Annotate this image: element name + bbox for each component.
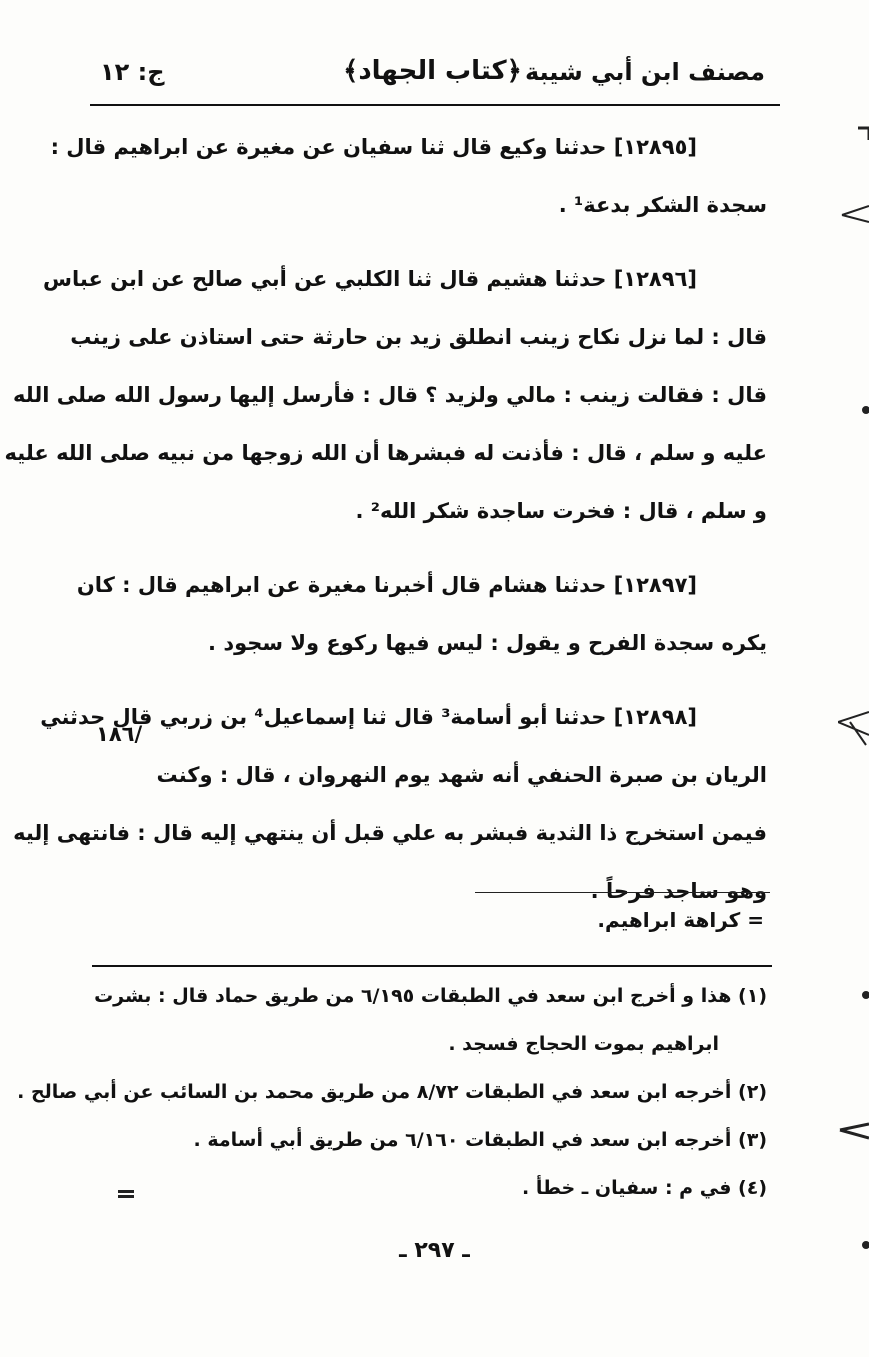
text-line: قال : فقالت زينب : مالي ولزيد ؟ قال : فأرسل إليها رسول الله صلى الله — [13, 383, 767, 407]
margin-mark — [840, 1124, 869, 1138]
text-line: سجدة الشكر بدعة¹ . — [558, 193, 767, 217]
footnote-2 — [17, 1068, 767, 1116]
chapter-title: ﴿كتاب الجهاد﴾ — [343, 56, 522, 86]
footnote-marker: (٢) — [738, 1081, 767, 1103]
footnote-1-continuation — [95, 1020, 767, 1068]
text-line: [١٢٨٩٨] حدثنا أبو أسامة³ قال ثنا إسماعيل⁴ بن زربي قال حدثني — [40, 705, 697, 729]
text-line: عليه و سلم ، قال : فأذنت له فبشرها أن الله زوجها من نبيه صلى الله عليه — [4, 441, 767, 465]
text-line: و سلم ، قال : فخرت ساجدة شكر الله² . — [355, 499, 767, 523]
hadith-12898 — [13, 688, 767, 920]
margin-mark — [862, 1241, 869, 1249]
footnote-text: أخرجه ابن سعد في الطبقات ٨/٧٢ من طريق محمد بن السائب عن أبي صالح . — [17, 1081, 732, 1103]
main-text — [4, 118, 767, 920]
scan-mark — [118, 1190, 134, 1193]
footnote-text: أخرجه ابن سعد في الطبقات ٦/١٦٠ من طريق أبي أسامة . — [193, 1129, 732, 1151]
margin-mark — [862, 991, 869, 999]
footnote-marker: (١) — [738, 985, 767, 1007]
footnote-text: في م : سفيان ـ خطأ . — [522, 1177, 732, 1199]
hadith-12896 — [4, 250, 767, 540]
text-line: فيمن استخرج ذا الثدية فبشر به علي قبل أن ينتهي إليه قال : فانتهى إليه — [13, 821, 767, 845]
margin-mark — [858, 128, 869, 140]
running-header — [100, 52, 765, 96]
text-line: الريان بن صبرة الحنفي أنه شهد يوم النهروان ، قال : وكنت — [156, 763, 767, 787]
scan-mark — [118, 1195, 134, 1198]
margin-scan-marks — [838, 0, 869, 1357]
margin-mark — [842, 206, 869, 222]
footnote-marker: (٣) — [738, 1129, 767, 1151]
footnotes — [17, 972, 767, 1212]
hadith-12897 — [76, 556, 767, 672]
volume-number: ج: ١٢ — [100, 58, 165, 86]
footnote-1 — [95, 972, 767, 1020]
manuscript-folio-ref: ١٨٦/ — [96, 722, 143, 746]
text-line: [١٢٨٩٦] حدثنا هشيم قال ثنا الكلبي عن أبي صالح عن ابن عباس — [43, 267, 697, 291]
footnote-3 — [95, 1116, 767, 1164]
text-line: [١٢٨٩٧] حدثنا هشام قال أخبرنا مغيرة عن ابراهيم قال : كان — [76, 573, 697, 597]
header-rule — [90, 104, 780, 106]
text-line: يكره سجدة الفرح و يقول : ليس فيها ركوع ولا سجود . — [208, 631, 767, 655]
footnotes-divider — [92, 965, 772, 967]
page-number: ـ ٢٩٧ ـ — [399, 1238, 470, 1263]
margin-mark — [862, 406, 869, 414]
text-line: [١٢٨٩٥] حدثنا وكيع قال ثنا سفيان عن مغيرة عن ابراهيم قال : — [50, 135, 697, 159]
editor-note: = كراهة ابراهيم. — [597, 908, 764, 932]
text-line: قال : لما نزل نكاح زينب انطلق زيد بن حارثة حتى استاذن على زينب — [70, 325, 767, 349]
hadith-12895 — [50, 118, 767, 234]
book-title: مصنف ابن أبي شيبة — [524, 58, 765, 86]
footnote-text: هذا و أخرج ابن سعد في الطبقات ٦/١٩٥ من طريق حماد قال : بشرت — [94, 985, 732, 1007]
margin-mark — [838, 712, 869, 745]
footnote-4 — [95, 1164, 767, 1212]
footnote-marker: (٤) — [738, 1177, 767, 1199]
footnote-text: ابراهيم بموت الحجاج فسجد . — [448, 1033, 719, 1055]
text-line: وهو ساجد فرحاً . — [590, 879, 767, 903]
note-divider — [475, 892, 770, 893]
